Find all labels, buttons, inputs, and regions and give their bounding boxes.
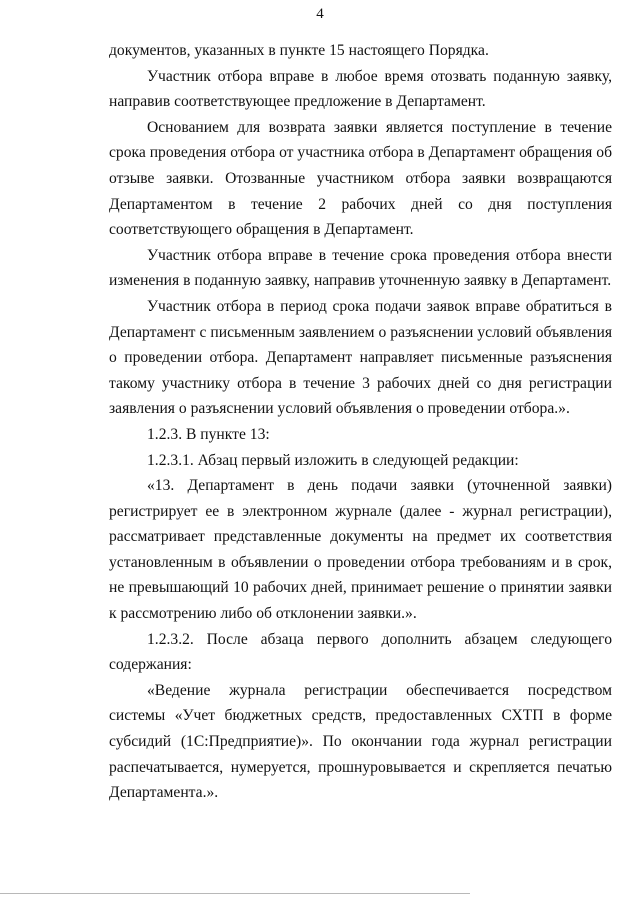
paragraph-register-keeping: «Ведение журнала регистрации обеспечивается посредством системы «Учет бюджетных средств, предоставленных СХТП в форме субсидий (1С:Предприятие)». По окончании года журнал регистрации распечатывается, нумеруется, прошнуровывается и скрепляется печатью Департамента.». [109, 681, 612, 802]
paragraph-point-13: «13. Департамент в день подачи заявки (уточненной заявки) регистрирует ее в электронном журнале (далее - журнал регистрации), рассматривает представленные документы на предмет их соответствия установленным в объявлении о проведении отбора требованиям и в срок, не превышающий 10 рабочих дней, принимает решение о принятии заявки к рассмотрению либо об отклонении заявки.». [109, 477, 612, 623]
paragraph-return-grounds: Основанием для возврата заявки является поступление в течение срока проведения отбора от участника отбора в Департамент обращения об отзыве заявки. Отозванные участником отбора заявки возвращаются Департаментом в течение 2 рабочих дней со дня поступления соответствующего обращения в Департамент. [109, 118, 612, 239]
document-body [109, 38, 612, 806]
page-number: 4 [316, 6, 324, 22]
paragraph-clause-1-2-3: 1.2.3. В пункте 13: [147, 425, 270, 443]
paragraph-clarification: Участник отбора в период срока подачи заявок вправе обратиться в Департамент с письменным заявлением о разъяснении условий объявления о проведении отбора. Департамент направляет письменные разъяснения такому участнику отбора в течение 3 рабочих дней со дня регистрации заявления о разъяснении условий объявления о проведении отбора.». [109, 297, 612, 418]
paragraph-continuation: документов, указанных в пункте 15 настоящего Порядка. [109, 42, 489, 59]
paragraph-clause-1-2-3-1: 1.2.3.1. Абзац первый изложить в следующей редакции: [147, 451, 519, 469]
paragraph-withdraw-right: Участник отбора вправе в любое время отозвать поданную заявку, направив соответствующее предложение в Департамент. [109, 67, 612, 111]
bottom-divider [0, 893, 470, 894]
paragraph-amend-right: Участник отбора вправе в течение срока проведения отбора внести изменения в поданную заявку, направив уточненную заявку в Департамент. [109, 246, 612, 290]
paragraph-clause-1-2-3-2: 1.2.3.2. После абзаца первого дополнить абзацем следующего содержания: [109, 630, 612, 674]
